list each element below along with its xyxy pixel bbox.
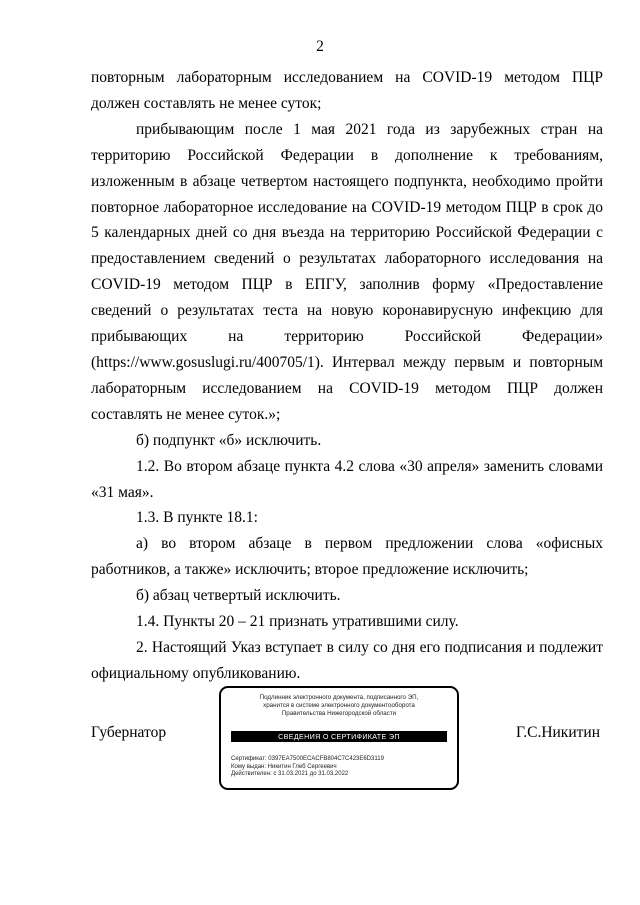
paragraph-1: повторным лабораторным исследованием на COVID-19 методом ПЦР должен составлять не менее суток; — [91, 69, 603, 112]
paragraph-9: 2. Настоящий Указ вступает в силу со дня его подписания и подлежит официальному опубликованию. — [91, 638, 603, 682]
stamp-header — [221, 694, 457, 718]
stamp-header-line: Подлинник электронного документа, подписанного ЭП, — [259, 694, 419, 701]
stamp-header-line: хранится в системе электронного документооборота — [263, 702, 415, 709]
paragraph-6: а) во втором абзаце в первом предложении слова «офисных работников, а также» исключить; второе предложение исключить; — [91, 535, 603, 579]
paragraph-3: б) подпункт «б» исключить. — [136, 431, 322, 449]
stamp-details — [231, 756, 451, 779]
signatory-position: Губернатор — [91, 724, 167, 741]
paragraph-4: 1.2. Во втором абзаце пункта 4.2 слова «30 апреля» заменить словами «31 мая». — [91, 457, 603, 501]
signatory-name: Г.С.Никитин — [516, 724, 600, 741]
paragraph-5: 1.3. В пункте 18.1: — [136, 509, 258, 527]
certificate-validity: Действителен: с 31.03.2021 до 31.03.2022 — [231, 771, 349, 778]
certificate-owner: Кому выдан: Никитин Глеб Сергеевич — [231, 763, 337, 770]
electronic-signature-stamp — [219, 686, 459, 790]
paragraph-2: прибывающим после 1 мая 2021 года из зарубежных стран на территорию Российской Федерации в дополнение к требованиям, изложенным в абзаце четвертом настоящего подпункта, необходимо пройти повторное лабораторное исследование на COVID-19 методом ПЦР в срок до 5 календарных дней со дня въезда на территорию Российской Федерации с предоставлением сведений о результатах лабораторного исследования на COVID-19 методом ПЦР в ЕПГУ, заполнив форму «Предоставление сведений о результатах теста на новую коронавирусную инфекцию для прибывающих на территорию Российской Федерации» (https://www.gosuslugi.ru/400705/1). Интервал между первым и повторным лабораторным исследованием на COVID-19 методом ПЦР должен составлять не менее суток.»; — [91, 120, 603, 423]
paragraph-7: б) абзац четвертый исключить. — [136, 587, 341, 605]
paragraph-8: 1.4. Пункты 20 – 21 признать утратившими силу. — [136, 613, 459, 631]
document-body — [91, 65, 603, 687]
stamp-title-bar: СВЕДЕНИЯ О СЕРТИФИКАТЕ ЭП — [231, 731, 447, 742]
stamp-header-line: Правительства Нижегородской области — [281, 710, 397, 717]
certificate-number: Сертификат: 0397EA7500ECACFB804C7C423E6D3119 — [231, 756, 384, 762]
page-number: 2 — [316, 38, 324, 55]
